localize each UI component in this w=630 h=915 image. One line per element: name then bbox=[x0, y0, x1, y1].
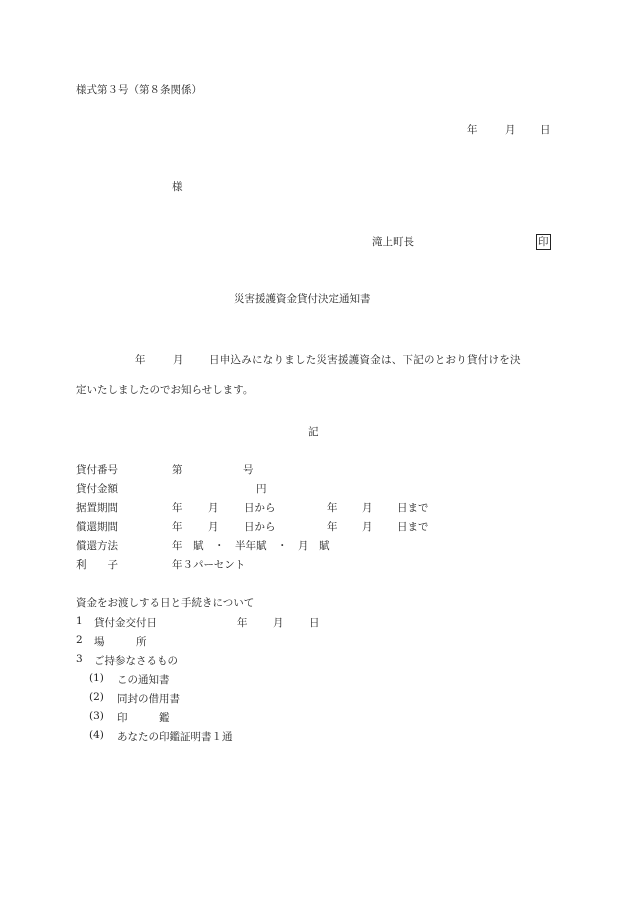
subitem-number: (3) bbox=[89, 710, 104, 722]
detail-value: 日から bbox=[244, 502, 276, 514]
subitem-number: (2) bbox=[89, 691, 104, 703]
detail-label: 貸付番号 bbox=[76, 464, 118, 476]
intro-month: 月 bbox=[173, 354, 184, 366]
detail-value: 年 賦 ・ 半年賦 ・ 月 賦 bbox=[172, 540, 330, 552]
date-month: 月 bbox=[505, 124, 516, 136]
detail-value: 年 bbox=[327, 521, 338, 533]
seal-stamp bbox=[536, 234, 551, 250]
subitem-number: (4) bbox=[89, 729, 104, 741]
detail-value: 第 bbox=[172, 464, 183, 476]
detail-value: 日から bbox=[244, 521, 276, 533]
detail-value: 年３パーセント bbox=[172, 559, 246, 571]
detail-value: 日まで bbox=[397, 521, 429, 533]
procedure-heading: 資金をお渡しする日と手続きについて bbox=[76, 597, 255, 609]
intro-line1: 日申込みになりました災害援護資金は、下記のとおり貸付けを決 bbox=[209, 354, 521, 366]
subitem-text: 同封の借用書 bbox=[117, 693, 180, 705]
item-label: ご持参なさるもの bbox=[94, 655, 178, 667]
detail-label: 据置期間 bbox=[76, 502, 118, 514]
detail-value: 月 bbox=[208, 502, 219, 514]
item-label: 場 所 bbox=[94, 636, 147, 648]
subitem-text: 印 鑑 bbox=[117, 712, 170, 724]
intro-year: 年 bbox=[135, 354, 146, 366]
date-day: 日 bbox=[540, 124, 551, 136]
form-number: 様式第３号（第８条関係） bbox=[76, 84, 202, 96]
detail-label: 貸付金額 bbox=[76, 483, 118, 495]
detail-value: 日まで bbox=[397, 502, 429, 514]
detail-value: 年 bbox=[172, 502, 183, 514]
item-month: 月 bbox=[273, 617, 284, 629]
subitem-text: この通知書 bbox=[117, 674, 170, 686]
detail-value: 年 bbox=[327, 502, 338, 514]
item-label: 貸付金交付日 bbox=[94, 617, 157, 629]
detail-label: 償還期間 bbox=[76, 521, 118, 533]
item-number: 2 bbox=[76, 634, 83, 646]
detail-value: 年 bbox=[172, 521, 183, 533]
detail-value: 号 bbox=[243, 464, 254, 476]
item-year: 年 bbox=[237, 617, 248, 629]
detail-label: 償還方法 bbox=[76, 540, 118, 552]
seal-label: 印 bbox=[538, 236, 549, 248]
date-year: 年 bbox=[467, 124, 478, 136]
detail-value: 月 bbox=[208, 521, 219, 533]
detail-label: 利 子 bbox=[76, 559, 118, 571]
sender-title: 滝上町長 bbox=[372, 236, 414, 248]
detail-value: 円 bbox=[256, 483, 267, 495]
detail-value: 月 bbox=[362, 521, 373, 533]
detail-value: 月 bbox=[362, 502, 373, 514]
addressee-suffix: 様 bbox=[172, 181, 183, 193]
item-number: 1 bbox=[76, 615, 83, 627]
item-number: 3 bbox=[76, 653, 83, 665]
item-day: 日 bbox=[309, 617, 320, 629]
subitem-number: (1) bbox=[89, 672, 104, 684]
intro-line2: 定いたしましたのでお知らせします。 bbox=[76, 384, 254, 396]
subitem-text: あなたの印鑑証明書１通 bbox=[117, 731, 233, 743]
document-title: 災害援護資金貸付決定通知書 bbox=[234, 293, 371, 305]
ki-heading: 記 bbox=[308, 426, 319, 438]
